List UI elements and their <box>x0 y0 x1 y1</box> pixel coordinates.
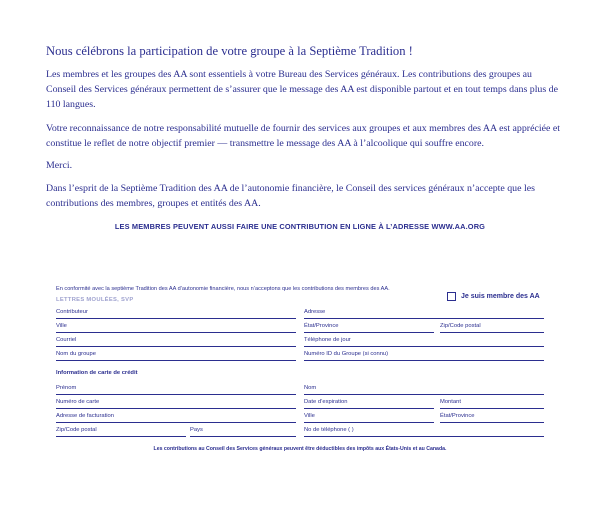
member-checkbox-row[interactable] <box>447 292 540 301</box>
zip-field[interactable]: Zip/Code postal <box>440 322 544 333</box>
courriel-field[interactable]: Courriel <box>56 336 296 347</box>
card-etat-province-field[interactable]: État/Province <box>440 412 544 423</box>
credit-card-heading: Information de carte de crédit <box>56 370 138 376</box>
adresse-field[interactable]: Adresse <box>304 308 544 319</box>
adresse-facturation-field[interactable]: Adresse de facturation <box>56 412 296 423</box>
date-expiration-field[interactable]: Date d’expiration <box>304 398 434 409</box>
tax-deduction-note: Les contributions au Conseil des Services généraux peuvent être déductibles des impôts aux États-Unis et au Canada. <box>153 446 447 452</box>
letter-title: Nous célébrons la participation de votre groupe à la Septième Tradition ! <box>46 44 413 58</box>
montant-field[interactable]: Montant <box>440 398 544 409</box>
print-note: LETTRES MOULÉES, SVP <box>56 297 134 303</box>
paragraph-contributions: Les membres et les groupes des AA sont essentiels à votre Bureau des Services généraux. Les contributions des groupes au Conseil des Services généraux permettent de s’assurer que le message des AA est disponible partout et en tout temps dans plus de 110 langues. <box>46 69 559 111</box>
card-ville-field[interactable]: Ville <box>304 412 434 423</box>
form-disclaimer: En conformité avec la septième Tradition des AA d’autonomie financière, nous n’acceptons que les contributions des membres des AA. <box>56 286 390 292</box>
numero-groupe-field[interactable]: Numéro ID du Groupe (si connu) <box>304 350 544 361</box>
nom-groupe-field[interactable]: Nom du groupe <box>56 350 296 361</box>
nom-field[interactable]: Nom <box>304 384 544 395</box>
card-zip-field[interactable]: Zip/Code postal <box>56 426 186 437</box>
paragraph-thanks: Merci. <box>46 160 73 171</box>
member-checkbox[interactable] <box>447 292 456 301</box>
pays-field[interactable]: Pays <box>190 426 296 437</box>
etat-province-field[interactable]: État/Province <box>304 322 434 333</box>
telephone-jour-field[interactable]: Téléphone de jour <box>304 336 544 347</box>
contributeur-field[interactable]: Contributeur <box>56 308 296 319</box>
paragraph-responsibility: Votre reconnaissance de notre responsabilité mutuelle de fournir des services aux groupes et aux membres des AA est appréciée et constitue le reflet de notre objectif premier — transmettre le message des AA à l’alcoolique qui souffre encore. <box>46 123 560 150</box>
prenom-field[interactable]: Prénom <box>56 384 296 395</box>
ville-field[interactable]: Ville <box>56 322 296 333</box>
paragraph-seventh-tradition: Dans l’esprit de la Septième Tradition des AA de l’autonomie financière, le Conseil des services généraux n’accepte que les contributions des membres, groupes et entités des AA. <box>46 183 535 210</box>
telephone-field[interactable]: No de téléphone ( ) <box>304 426 544 437</box>
member-checkbox-label: Je suis membre des AA <box>461 293 540 300</box>
numero-carte-field[interactable]: Numéro de carte <box>56 398 296 409</box>
online-contribution-banner: LES MEMBRES PEUVENT AUSSI FAIRE UNE CONTRIBUTION EN LIGNE À L’ADRESSE WWW.AA.ORG <box>114 222 486 231</box>
